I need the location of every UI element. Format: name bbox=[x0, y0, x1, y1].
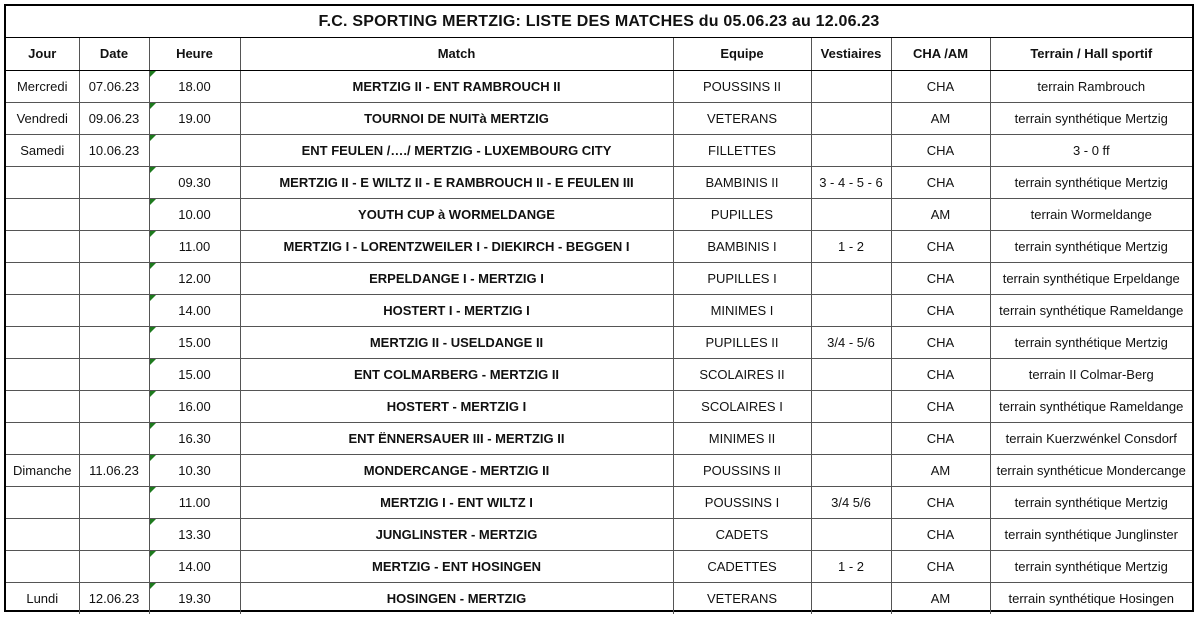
cell-cha-am: AM bbox=[891, 582, 990, 614]
cell-match: MERTZIG II - ENT RAMBROUCH II bbox=[240, 70, 673, 102]
cell-cha-am: CHA bbox=[891, 70, 990, 102]
cell-heure: 12.00 bbox=[149, 262, 240, 294]
cell-date bbox=[79, 486, 149, 518]
cell-date bbox=[79, 422, 149, 454]
cell-vestiaires bbox=[811, 390, 891, 422]
cell-cha-am: CHA bbox=[891, 422, 990, 454]
cell-jour bbox=[6, 422, 79, 454]
cell-date bbox=[79, 230, 149, 262]
table-row bbox=[6, 582, 1192, 614]
cell-equipe: CADETS bbox=[673, 518, 811, 550]
cell-jour bbox=[6, 358, 79, 390]
cell-date bbox=[79, 358, 149, 390]
cell-jour bbox=[6, 166, 79, 198]
cell-heure: 09.30 bbox=[149, 166, 240, 198]
cell-equipe: PUPILLES I bbox=[673, 262, 811, 294]
cell-heure: 14.00 bbox=[149, 294, 240, 326]
cell-equipe: MINIMES II bbox=[673, 422, 811, 454]
cell-jour bbox=[6, 326, 79, 358]
column-header-date: Date bbox=[79, 38, 149, 70]
cell-jour bbox=[6, 486, 79, 518]
cell-heure: 11.00 bbox=[149, 230, 240, 262]
cell-match: ERPELDANGE I - MERTZIG I bbox=[240, 262, 673, 294]
column-header-vestiaires: Vestiaires bbox=[811, 38, 891, 70]
cell-cha-am: CHA bbox=[891, 518, 990, 550]
cell-jour bbox=[6, 390, 79, 422]
header-row bbox=[6, 38, 1192, 70]
cell-vestiaires bbox=[811, 422, 891, 454]
cell-vestiaires bbox=[811, 358, 891, 390]
cell-cha-am: CHA bbox=[891, 134, 990, 166]
cell-cha-am: AM bbox=[891, 454, 990, 486]
cell-vestiaires bbox=[811, 582, 891, 614]
cell-date bbox=[79, 294, 149, 326]
table-row bbox=[6, 262, 1192, 294]
cell-equipe: BAMBINIS I bbox=[673, 230, 811, 262]
cell-heure: 18.00 bbox=[149, 70, 240, 102]
cell-vestiaires bbox=[811, 262, 891, 294]
cell-heure: 16.00 bbox=[149, 390, 240, 422]
cell-vestiaires bbox=[811, 70, 891, 102]
cell-equipe: VETERANS bbox=[673, 582, 811, 614]
cell-jour: Samedi bbox=[6, 134, 79, 166]
cell-terrain: terrain Kuerzwénkel Consdorf bbox=[990, 422, 1192, 454]
cell-cha-am: AM bbox=[891, 102, 990, 134]
cell-vestiaires bbox=[811, 134, 891, 166]
cell-date bbox=[79, 166, 149, 198]
cell-heure: 11.00 bbox=[149, 486, 240, 518]
cell-equipe: POUSSINS I bbox=[673, 486, 811, 518]
cell-heure: 14.00 bbox=[149, 550, 240, 582]
table-row bbox=[6, 294, 1192, 326]
cell-match: ENT COLMARBERG - MERTZIG II bbox=[240, 358, 673, 390]
cell-heure: 16.30 bbox=[149, 422, 240, 454]
cell-terrain: terrain synthétique Mertzig bbox=[990, 102, 1192, 134]
column-header-heure: Heure bbox=[149, 38, 240, 70]
cell-terrain: terrain synthétique Rameldange bbox=[990, 294, 1192, 326]
cell-terrain: terrain Wormeldange bbox=[990, 198, 1192, 230]
cell-cha-am: CHA bbox=[891, 358, 990, 390]
cell-match: YOUTH CUP à WORMELDANGE bbox=[240, 198, 673, 230]
cell-terrain: terrain synthétique Mertzig bbox=[990, 486, 1192, 518]
cell-terrain: terrain synthétique Rameldange bbox=[990, 390, 1192, 422]
table-row bbox=[6, 70, 1192, 102]
cell-vestiaires bbox=[811, 454, 891, 486]
table-row bbox=[6, 358, 1192, 390]
cell-heure: 10.00 bbox=[149, 198, 240, 230]
cell-terrain: 3 - 0 ff bbox=[990, 134, 1192, 166]
column-header-cha-am: CHA /AM bbox=[891, 38, 990, 70]
cell-match: HOSINGEN - MERTZIG bbox=[240, 582, 673, 614]
cell-terrain: terrain Rambrouch bbox=[990, 70, 1192, 102]
cell-match: MONDERCANGE - MERTZIG II bbox=[240, 454, 673, 486]
cell-match: MERTZIG - ENT HOSINGEN bbox=[240, 550, 673, 582]
column-header-jour: Jour bbox=[6, 38, 79, 70]
cell-jour bbox=[6, 294, 79, 326]
cell-match: ENT ËNNERSAUER III - MERTZIG II bbox=[240, 422, 673, 454]
cell-cha-am: CHA bbox=[891, 230, 990, 262]
table-row bbox=[6, 390, 1192, 422]
cell-heure: 19.00 bbox=[149, 102, 240, 134]
cell-terrain: terrain synthétique Mertzig bbox=[990, 166, 1192, 198]
cell-equipe: SCOLAIRES I bbox=[673, 390, 811, 422]
table-body bbox=[6, 70, 1192, 614]
cell-cha-am: CHA bbox=[891, 486, 990, 518]
cell-jour: Vendredi bbox=[6, 102, 79, 134]
cell-date: 07.06.23 bbox=[79, 70, 149, 102]
cell-heure: 15.00 bbox=[149, 326, 240, 358]
cell-terrain: terrain synthéticue Mondercange bbox=[990, 454, 1192, 486]
cell-equipe: CADETTES bbox=[673, 550, 811, 582]
cell-cha-am: CHA bbox=[891, 262, 990, 294]
cell-terrain: terrain synthétique Junglinster bbox=[990, 518, 1192, 550]
cell-match: MERTZIG I - ENT WILTZ I bbox=[240, 486, 673, 518]
cell-jour bbox=[6, 230, 79, 262]
cell-vestiaires bbox=[811, 518, 891, 550]
column-header-terrain: Terrain / Hall sportif bbox=[990, 38, 1192, 70]
cell-jour bbox=[6, 518, 79, 550]
cell-vestiaires bbox=[811, 294, 891, 326]
table-row bbox=[6, 454, 1192, 486]
match-schedule-sheet bbox=[4, 4, 1194, 612]
cell-jour: Dimanche bbox=[6, 454, 79, 486]
cell-date bbox=[79, 262, 149, 294]
cell-terrain: terrain II Colmar-Berg bbox=[990, 358, 1192, 390]
cell-terrain: terrain synthétique Hosingen bbox=[990, 582, 1192, 614]
cell-equipe: VETERANS bbox=[673, 102, 811, 134]
table-row bbox=[6, 422, 1192, 454]
cell-match: MERTZIG II - E WILTZ II - E RAMBROUCH II - E FEULEN III bbox=[240, 166, 673, 198]
column-header-equipe: Equipe bbox=[673, 38, 811, 70]
cell-date: 12.06.23 bbox=[79, 582, 149, 614]
cell-heure: 15.00 bbox=[149, 358, 240, 390]
cell-date bbox=[79, 390, 149, 422]
cell-date bbox=[79, 550, 149, 582]
cell-jour bbox=[6, 262, 79, 294]
cell-cha-am: CHA bbox=[891, 326, 990, 358]
table-row bbox=[6, 230, 1192, 262]
cell-vestiaires: 1 - 2 bbox=[811, 230, 891, 262]
cell-match: JUNGLINSTER - MERTZIG bbox=[240, 518, 673, 550]
cell-date bbox=[79, 518, 149, 550]
cell-match: TOURNOI DE NUITà MERTZIG bbox=[240, 102, 673, 134]
cell-equipe: PUPILLES II bbox=[673, 326, 811, 358]
cell-vestiaires: 3/4 5/6 bbox=[811, 486, 891, 518]
cell-cha-am: CHA bbox=[891, 166, 990, 198]
cell-cha-am: CHA bbox=[891, 390, 990, 422]
table-row bbox=[6, 518, 1192, 550]
column-header-match: Match bbox=[240, 38, 673, 70]
cell-equipe: PUPILLES bbox=[673, 198, 811, 230]
table-row bbox=[6, 166, 1192, 198]
cell-match: HOSTERT - MERTZIG I bbox=[240, 390, 673, 422]
cell-vestiaires: 3/4 - 5/6 bbox=[811, 326, 891, 358]
cell-jour bbox=[6, 550, 79, 582]
cell-heure: 10.30 bbox=[149, 454, 240, 486]
cell-terrain: terrain synthétique Mertzig bbox=[990, 326, 1192, 358]
cell-vestiaires: 3 - 4 - 5 - 6 bbox=[811, 166, 891, 198]
cell-heure: 19.30 bbox=[149, 582, 240, 614]
cell-match: MERTZIG II - USELDANGE II bbox=[240, 326, 673, 358]
cell-equipe: POUSSINS II bbox=[673, 70, 811, 102]
cell-match: HOSTERT I - MERTZIG I bbox=[240, 294, 673, 326]
table-row bbox=[6, 550, 1192, 582]
table-row bbox=[6, 102, 1192, 134]
cell-equipe: SCOLAIRES II bbox=[673, 358, 811, 390]
table-row bbox=[6, 134, 1192, 166]
cell-equipe: BAMBINIS II bbox=[673, 166, 811, 198]
cell-equipe: POUSSINS II bbox=[673, 454, 811, 486]
cell-date: 10.06.23 bbox=[79, 134, 149, 166]
cell-jour: Lundi bbox=[6, 582, 79, 614]
sheet-title: F.C. SPORTING MERTZIG: LISTE DES MATCHES du 05.06.23 au 12.06.23 bbox=[6, 6, 1192, 38]
cell-jour bbox=[6, 198, 79, 230]
cell-heure bbox=[149, 134, 240, 166]
match-table bbox=[6, 38, 1192, 614]
cell-vestiaires: 1 - 2 bbox=[811, 550, 891, 582]
table-row bbox=[6, 486, 1192, 518]
cell-equipe: FILLETTES bbox=[673, 134, 811, 166]
cell-match: MERTZIG I - LORENTZWEILER I - DIEKIRCH - BEGGEN I bbox=[240, 230, 673, 262]
cell-date: 11.06.23 bbox=[79, 454, 149, 486]
table-row bbox=[6, 326, 1192, 358]
cell-terrain: terrain synthétique Mertzig bbox=[990, 230, 1192, 262]
cell-terrain: terrain synthétique Mertzig bbox=[990, 550, 1192, 582]
cell-vestiaires bbox=[811, 198, 891, 230]
cell-cha-am: CHA bbox=[891, 550, 990, 582]
cell-date: 09.06.23 bbox=[79, 102, 149, 134]
cell-date bbox=[79, 326, 149, 358]
cell-cha-am: AM bbox=[891, 198, 990, 230]
cell-equipe: MINIMES I bbox=[673, 294, 811, 326]
cell-match: ENT FEULEN /…./ MERTZIG - LUXEMBOURG CITY bbox=[240, 134, 673, 166]
cell-jour: Mercredi bbox=[6, 70, 79, 102]
cell-heure: 13.30 bbox=[149, 518, 240, 550]
cell-cha-am: CHA bbox=[891, 294, 990, 326]
cell-date bbox=[79, 198, 149, 230]
table-row bbox=[6, 198, 1192, 230]
cell-terrain: terrain synthétique Erpeldange bbox=[990, 262, 1192, 294]
cell-vestiaires bbox=[811, 102, 891, 134]
